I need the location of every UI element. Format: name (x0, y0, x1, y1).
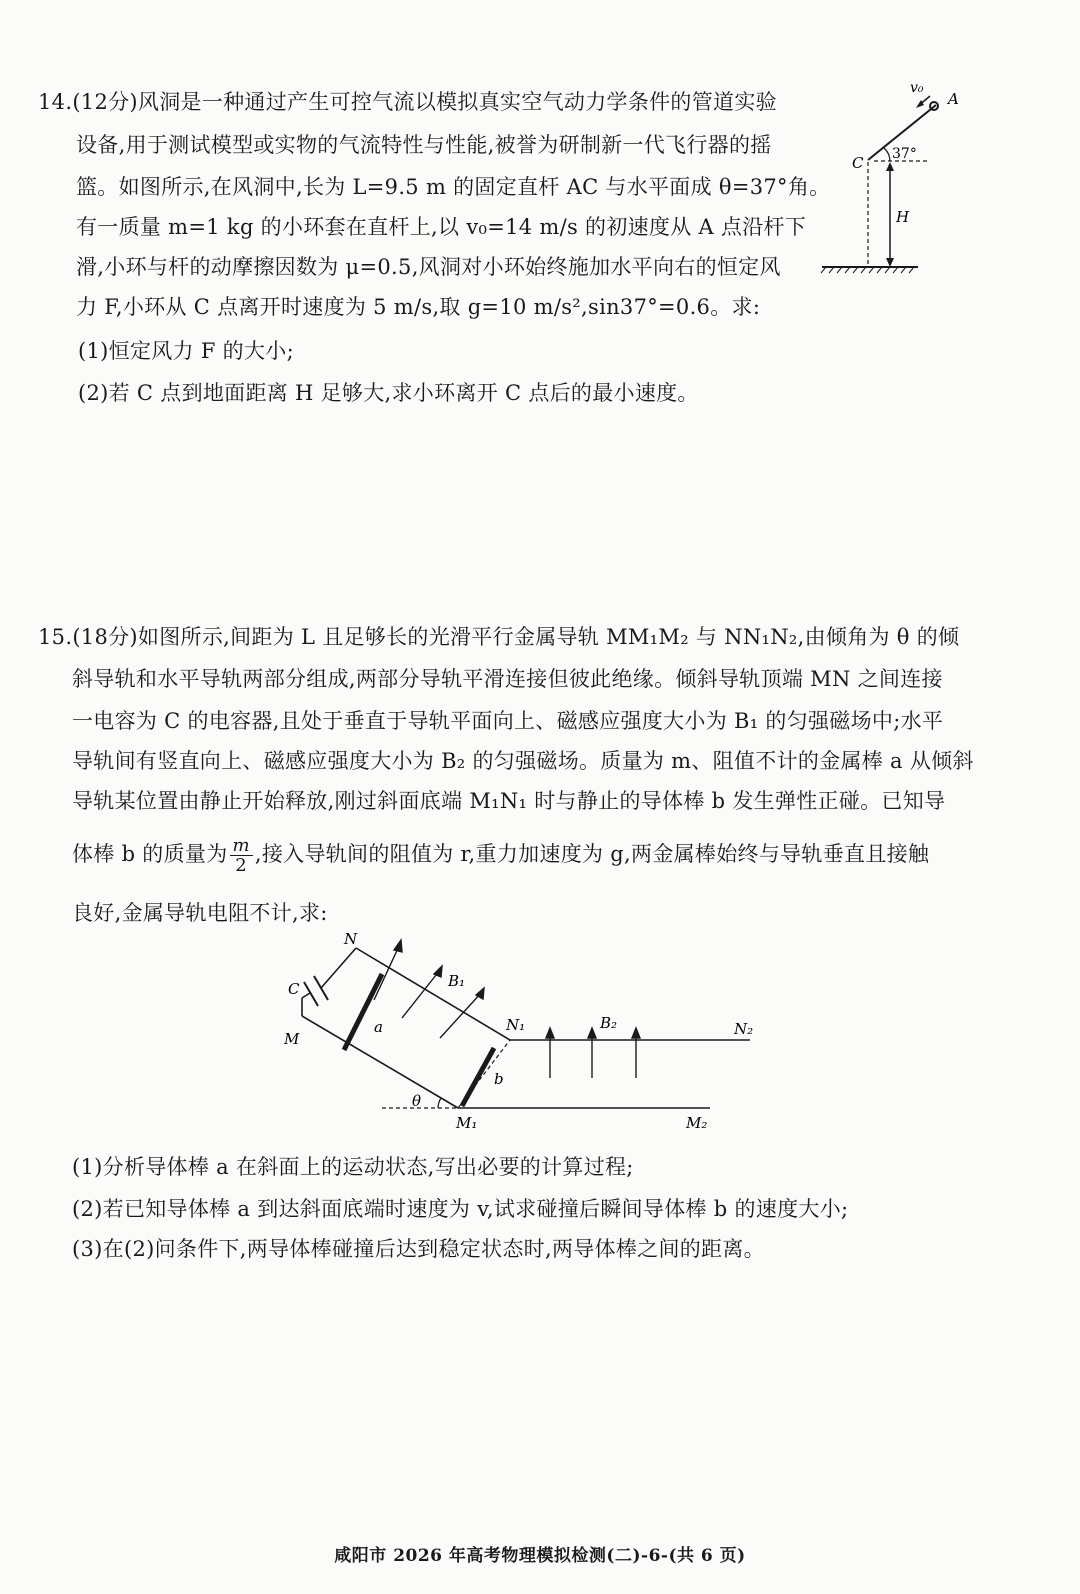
label-h: H (896, 208, 910, 226)
fraction-m-over-2 (230, 836, 253, 875)
rod-a (344, 974, 382, 1050)
angle-arc (884, 148, 890, 161)
h-arrowhead-top (886, 162, 894, 171)
q15-line6-before: 体棒 b 的质量为 (72, 842, 228, 866)
frac-denominator: 2 (235, 855, 248, 876)
label-capacitor: C (288, 980, 300, 998)
q14-line-3: 篮。如图所示,在风洞中,长为 L=9.5 m 的固定直杆 AC 与水平面成 θ=37°角。 (76, 175, 831, 199)
q15-line6-after: ,接入导轨间的阻值为 r,重力加速度为 g,两金属棒始终与导轨垂直且接触 (254, 842, 930, 866)
cap-plate-1 (304, 982, 318, 1006)
q15-line-7: 良好,金属导轨电阻不计,求: (72, 901, 328, 925)
label-theta: θ (412, 1092, 422, 1110)
q15-sub-2: (2)若已知导体棒 a 到达斜面底端时速度为 v,试求碰撞后瞬间导体棒 b 的速度大小; (72, 1197, 849, 1221)
q14-figure (818, 78, 959, 278)
q14-text-1: (12分)风洞是一种通过产生可控气流以模拟真实空气动力学条件的管道实验 (72, 90, 777, 114)
q15-text-1: (18分)如图所示,间距为 L 且足够长的光滑平行金属导轨 MM₁M₂ 与 NN₁N₂,由倾角为 θ 的倾 (72, 625, 960, 649)
label-b1: B₁ (448, 972, 466, 990)
q14-line-6: 力 F,小环从 C 点离开时速度为 5 m/s,取 g=10 m/s²,sin37°=0.6。求: (76, 295, 761, 319)
label-m1: M₁ (456, 1114, 478, 1132)
q15-line-3: 一电容为 C 的电容器,且处于垂直于导轨平面向上、磁感应强度大小为 B₁ 的匀强磁场中;水平 (72, 709, 944, 733)
label-n2: N₂ (734, 1020, 754, 1038)
q15-sub-3: (3)在(2)问条件下,两导体棒碰撞后达到稳定状态时,两导体棒之间的距离。 (72, 1237, 765, 1261)
q14-line-1 (38, 87, 777, 117)
q15-line-6 (72, 836, 929, 875)
q15-sub-1: (1)分析导体棒 a 在斜面上的运动状态,写出必要的计算过程; (72, 1155, 634, 1179)
label-b2: B₂ (600, 1014, 618, 1032)
label-m: M (284, 1030, 300, 1048)
label-angle: 37° (892, 146, 917, 162)
q14-sub-2: (2)若 C 点到地面距离 H 足够大,求小环离开 C 点后的最小速度。 (78, 381, 699, 405)
cap-wire-left (302, 993, 310, 998)
b2-field-arrows (546, 1028, 640, 1078)
rod-b (462, 1048, 494, 1106)
h-arrowhead-bottom (886, 258, 894, 267)
label-n: N (344, 930, 358, 948)
q15-number: 15. (38, 625, 73, 649)
q15-line-2: 斜导轨和水平导轨两部分组成,两部分导轨平滑连接但彼此绝缘。倾斜导轨顶端 MN 之间连接 (72, 667, 943, 691)
q14-line-5: 滑,小环与杆的动摩擦因数为 μ=0.5,风洞对小环始终施加水平向右的恒定风 (76, 255, 781, 279)
cap-wire-right (321, 948, 356, 988)
page-footer: 咸阳市 2026 年高考物理模拟检测(二)-6-(共 6 页) (334, 1546, 746, 1566)
q15-line-1 (38, 622, 959, 652)
q15-line-5: 导轨某位置由静止开始释放,刚过斜面底端 M₁N₁ 时与静止的导体棒 b 发生弹性正碰。已知导 (72, 789, 946, 813)
q15-line-4: 导轨间有竖直向上、磁感应强度大小为 B₂ 的匀强磁场。质量为 m、阻值不计的金属棒 a 从倾斜 (72, 749, 974, 773)
q15-figure (270, 930, 770, 1135)
theta-arc (438, 1098, 441, 1108)
label-a-point: A (948, 90, 959, 108)
frac-numerator: m (230, 836, 253, 856)
label-rod-b: b (494, 1070, 504, 1088)
label-n1: N₁ (506, 1016, 526, 1034)
q14-sub-1: (1)恒定风力 F 的大小; (78, 339, 294, 363)
b1-field-arrows (374, 940, 484, 1038)
q14-line-2: 设备,用于测试模型或实物的气流特性与性能,被誉为研制新一代飞行器的摇 (76, 133, 772, 157)
q14-line-4: 有一质量 m=1 kg 的小环套在直杆上,以 v₀=14 m/s 的初速度从 A 点沿杆下 (76, 215, 807, 239)
q14-number: 14. (38, 90, 73, 114)
label-c-point: C (852, 154, 864, 172)
label-v0: v₀ (910, 80, 924, 96)
label-rod-a: a (374, 1018, 383, 1036)
label-m2: M₂ (686, 1114, 708, 1132)
